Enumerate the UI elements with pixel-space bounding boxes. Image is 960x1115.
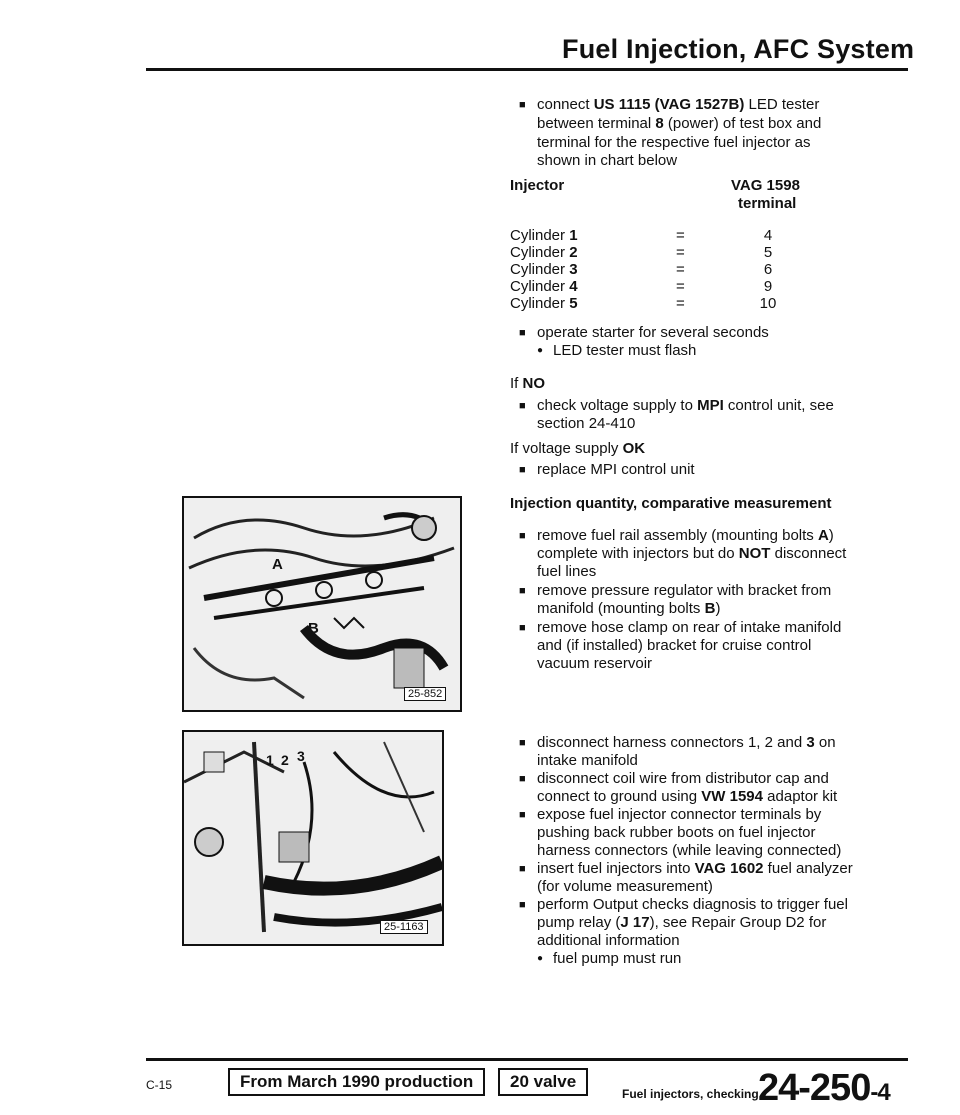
instruction-expose-terminals: ■ expose fuel injector connector terminals by	[537, 806, 821, 824]
instruction-line: fuel lines	[537, 563, 597, 580]
instruction-line: intake manifold	[537, 752, 638, 769]
title-rule	[146, 68, 908, 71]
instruction-remove-regulator: ■ remove pressure regulator with bracket from	[537, 582, 831, 600]
instruction-disconnect-harness: ■ disconnect harness connectors 1, 2 and 3 on	[537, 734, 836, 752]
table-row-label: Cylinder 2	[510, 244, 578, 261]
instruction-connect-tester: ■ connect US 1115 (VAG 1527B) LED tester	[537, 96, 819, 114]
instruction-line: between terminal 8 (power) of test box and	[537, 115, 822, 132]
table-row-label: Cylinder 1	[510, 227, 578, 244]
table-row-terminal: 6	[763, 261, 773, 278]
instruction-line: connect to ground using VW 1594 adaptor kit	[537, 788, 838, 805]
instruction-line: harness connectors (while leaving connected)	[537, 842, 842, 859]
footer-section-title: Fuel injectors, checking	[622, 1087, 759, 1101]
table-row-label: Cylinder 4	[510, 278, 578, 295]
footer-rule	[146, 1058, 908, 1061]
table-header-terminal: VAG 1598	[731, 177, 800, 194]
table-row-eq: =	[676, 244, 685, 261]
callout-label-1: 1	[266, 752, 274, 768]
instruction-line: pump relay (J 17), see Repair Group D2 for	[537, 914, 827, 931]
callout-label-b: B	[308, 620, 319, 637]
instruction-line: pushing back rubber boots on fuel injector	[537, 824, 816, 841]
table-row-eq: =	[676, 295, 685, 312]
figure-label: 25-1163	[380, 920, 428, 934]
condition-if-no: If NO	[510, 375, 546, 392]
figure-label: 25-852	[404, 687, 446, 701]
table-row-label: Cylinder 5	[510, 295, 578, 312]
table-row-terminal: 4	[763, 227, 773, 244]
instruction-line: terminal for the respective fuel injector as	[537, 134, 811, 151]
page-title: Fuel Injection, AFC System	[562, 34, 915, 64]
table-header-terminal: terminal	[738, 195, 797, 212]
instruction-line: shown in chart below	[537, 152, 678, 169]
table-row-terminal: 5	[763, 244, 773, 261]
page-number: C-15	[146, 1078, 173, 1092]
table-row-terminal: 9	[763, 278, 773, 295]
table-row-eq: =	[676, 278, 685, 295]
condition-if-ok: If voltage supply OK	[510, 440, 646, 457]
instruction-line: additional information	[537, 932, 680, 949]
section-heading: Injection quantity, comparative measurement	[510, 495, 832, 512]
table-row-label: Cylinder 3	[510, 261, 578, 278]
engine-figure-connectors	[182, 730, 444, 946]
table-row-eq: =	[676, 261, 685, 278]
instruction-line: and (if installed) bracket for cruise control	[537, 637, 812, 654]
instruction-line: section 24-410	[537, 415, 636, 432]
production-box: From March 1990 production	[228, 1068, 485, 1096]
instruction-line: vacuum reservoir	[537, 655, 653, 672]
instruction-remove-hose-clamp: ■ remove hose clamp on rear of intake manifold	[537, 619, 841, 637]
instruction-sub: ● LED tester must flash	[553, 342, 696, 360]
instruction-remove-fuel-rail: ■ remove fuel rail assembly (mounting bolts A)	[537, 527, 834, 545]
instruction-insert-injectors: ■ insert fuel injectors into VAG 1602 fuel analyzer	[537, 860, 853, 878]
table-row-terminal: 10	[759, 295, 777, 312]
instruction-line: manifold (mounting bolts B)	[537, 600, 721, 617]
footer-page-code: 24-250-4	[758, 1067, 890, 1109]
callout-label-a: A	[272, 556, 283, 573]
engine-figure-fuel-rail	[182, 496, 462, 712]
instruction-operate-starter: ■ operate starter for several seconds	[537, 324, 769, 342]
instruction-perform-checks: ■ perform Output checks diagnosis to trigger fuel	[537, 896, 848, 914]
instruction-line: complete with injectors but do NOT disconnect	[537, 545, 847, 562]
instruction-check-voltage: ■ check voltage supply to MPI control unit, see	[537, 397, 834, 415]
instruction-disconnect-coil: ■ disconnect coil wire from distributor cap and	[537, 770, 829, 788]
table-row-eq: =	[676, 227, 685, 244]
engine-variant-box: 20 valve	[498, 1068, 588, 1096]
callout-label-3: 3	[297, 748, 305, 764]
callout-label-2: 2	[281, 752, 289, 768]
instruction-replace-unit: ■ replace MPI control unit	[537, 461, 695, 479]
instruction-line: (for volume measurement)	[537, 878, 713, 895]
instruction-sub: ● fuel pump must run	[553, 950, 681, 968]
table-header-injector: Injector	[510, 177, 565, 194]
